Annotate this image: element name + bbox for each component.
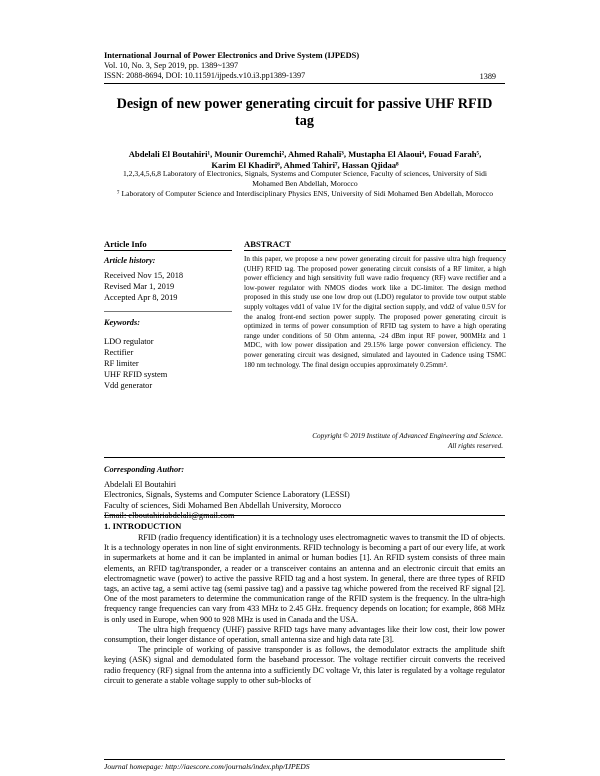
received-date: Received Nov 15, 2018: [104, 271, 184, 280]
article-info-heading: Article Info: [104, 239, 147, 249]
keywords-list: [104, 336, 167, 391]
affiliations: [110, 169, 500, 199]
authors-line-2: Karim El Khadiri⁶, Ahmed Tahiri⁷, Hassan Qjidaa⁸: [211, 160, 399, 170]
journal-homepage: Journal homepage: http://iaescore.com/journals/index.php/IJPEDS: [104, 762, 310, 771]
abstract-rule: [244, 250, 506, 251]
authors-line-1: Abdelali El Boutahiri¹, Mounir Ouremchi², Ahmed Rahali³, Mustapha El Alaoui⁴, Fouad Farah⁵,: [128, 149, 482, 159]
header-rule: [104, 83, 505, 84]
intro-paragraph: The ultra high frequency (UHF) passive RFID tags have many advantages like their low cost, their low power consumption, their longer distance of operation, small antenna size and high data rate [3].: [104, 624, 505, 645]
footer-rule: [104, 759, 505, 760]
authors: [110, 149, 500, 171]
intro-paragraph: The principle of working of passive transponder is as follows, the demodulator extracts the amplitude shift keying (ASK) signal and demodulated form the baseband processor. The voltage rectifier circuit converts the received radio frequency (RF) signal from the antenna into a sufficiently DC voltage Vr, this later is regulated by a voltage regulator circuit to generate a stable voltage supply to other sub-blocks of: [104, 645, 505, 685]
journal-name: International Journal of Power Electronics and Drive System (IJPEDS): [104, 51, 360, 60]
copyright-line-2: All rights reserved.: [447, 441, 503, 450]
keyword: Rectifier: [104, 348, 134, 357]
corresponding-heading: Corresponding Author:: [104, 465, 185, 474]
history-heading: Article history:: [104, 256, 156, 265]
copyright-line-1: Copyright © 2019 Institute of Advanced Engineering and Science.: [312, 432, 503, 440]
affiliation-1: 1,2,3,4,5,6,8 Laboratory of Electronics, Signals, Systems and Computer Science, Faculty of sciences, University of Sidi Mohamed Ben Abdellah, Morocco: [122, 169, 487, 188]
page-number: 1389: [479, 72, 496, 81]
author-lab: Electronics, Signals, Systems and Computer Science Laboratory (LESSI): [104, 490, 350, 499]
affiliation-2: ⁷ Laboratory of Computer Science and Interdisciplinary Physics ENS, University of Sidi Mohamed Ben Abdellah, Morocco: [116, 189, 494, 198]
article-info-rule: [104, 250, 232, 251]
volume-line: Vol. 10, No. 3, Sep 2019, pp. 1389~1397: [104, 61, 239, 70]
intro-paragraph: RFID (radio frequency identification) it is a technology uses electromagnetic waves to transmit the ID of objects. It is a technology operates in non line of sight environments. RFID technology is becoming a part of our every life, at work in supermarkets at home and it can be implanted in animal or human bodies [1]. An RFID system consists of three main elements, an RFID tag/transponder, a reader or a transceiver contains an antenna and an electronic circuit that emits an electromagnetic wave (power) to active the passive RFID tag and a host system. In general, there are three types of RFID tags, an active tag, a semi active tag (semi passive tag) and a passive tag whiche powered from the received RF signal [2]. One of the most parameters to determine the communication range of the RFID system is the frequency. In the ultra-high frequency range frequencies can vary from 433 MHz to 2.45 GHz. frequency depends on location; for example, 868 MHz is only used in Europe, when 900 to 928 MHz is used in Canada and the USA.: [104, 533, 505, 624]
introduction-body: [104, 533, 505, 686]
author-email: [104, 511, 350, 522]
keyword: Vdd generator: [104, 381, 153, 390]
title-line-2: tag: [295, 113, 314, 129]
keyword: UHF RFID system: [104, 370, 168, 379]
history-dates: [104, 270, 183, 303]
accepted-date: Accepted Apr 8, 2019: [104, 293, 178, 302]
revised-date: Revised Mar 1, 2019: [104, 282, 175, 291]
copyright: [244, 432, 503, 451]
author-name: Abdelali El Boutahiri: [104, 479, 177, 489]
author-faculty: Faculty of sciences, Sidi Mohamed Ben Abdellah University, Morocco: [104, 500, 342, 510]
abstract-text: In this paper, we propose a new power generating circuit for passive ultra high frequency (UHF) RFID tag. The proposed power generating circuit consists of a RF limiter, a high power efficiency and high sensitivity full wave radio frequency (RF) wave rectifier and a low-power regulator with NMOS diodes work like a DC-limiter. The design method proposed in this study use one low drop out (LDO) regulator to provide tow output stable supply voltages vdd1 of value 1V for the digital section supply, and vdd2 of value 0.5V for the analog front-end section power supply. The proposed power generating circuit is optimized in terms of power consumption of RFID tag system to have a high operating range under conditions of 50 Ohm antenna, -24 dBm input RF power, 900MHz and 1 MDC, with low power dissipation and 29.15% large power conversion efficiency. The power generating circuit was designed, simulated and layouted in Cadence using TSMC 180 nm technology. The final design occupies approximately 0.25mm².: [244, 255, 506, 369]
corresponding-author: [104, 465, 350, 522]
keyword: RF limiter: [104, 359, 139, 368]
paper-title: [104, 96, 505, 130]
section-rule: [104, 457, 505, 458]
introduction-heading: 1. INTRODUCTION: [104, 521, 182, 531]
abstract-heading: ABSTRACT: [244, 239, 291, 249]
title-line-1: Design of new power generating circuit for passive UHF RFID: [116, 96, 493, 112]
keywords-rule: [104, 311, 232, 312]
corresponding-rule: [104, 515, 505, 516]
issn-line: ISSN: 2088-8694, DOI: 10.11591/ijpeds.v10.i3.pp1389-1397: [104, 71, 306, 80]
keyword: LDO regulator: [104, 337, 154, 346]
keywords-heading: Keywords:: [104, 318, 140, 327]
